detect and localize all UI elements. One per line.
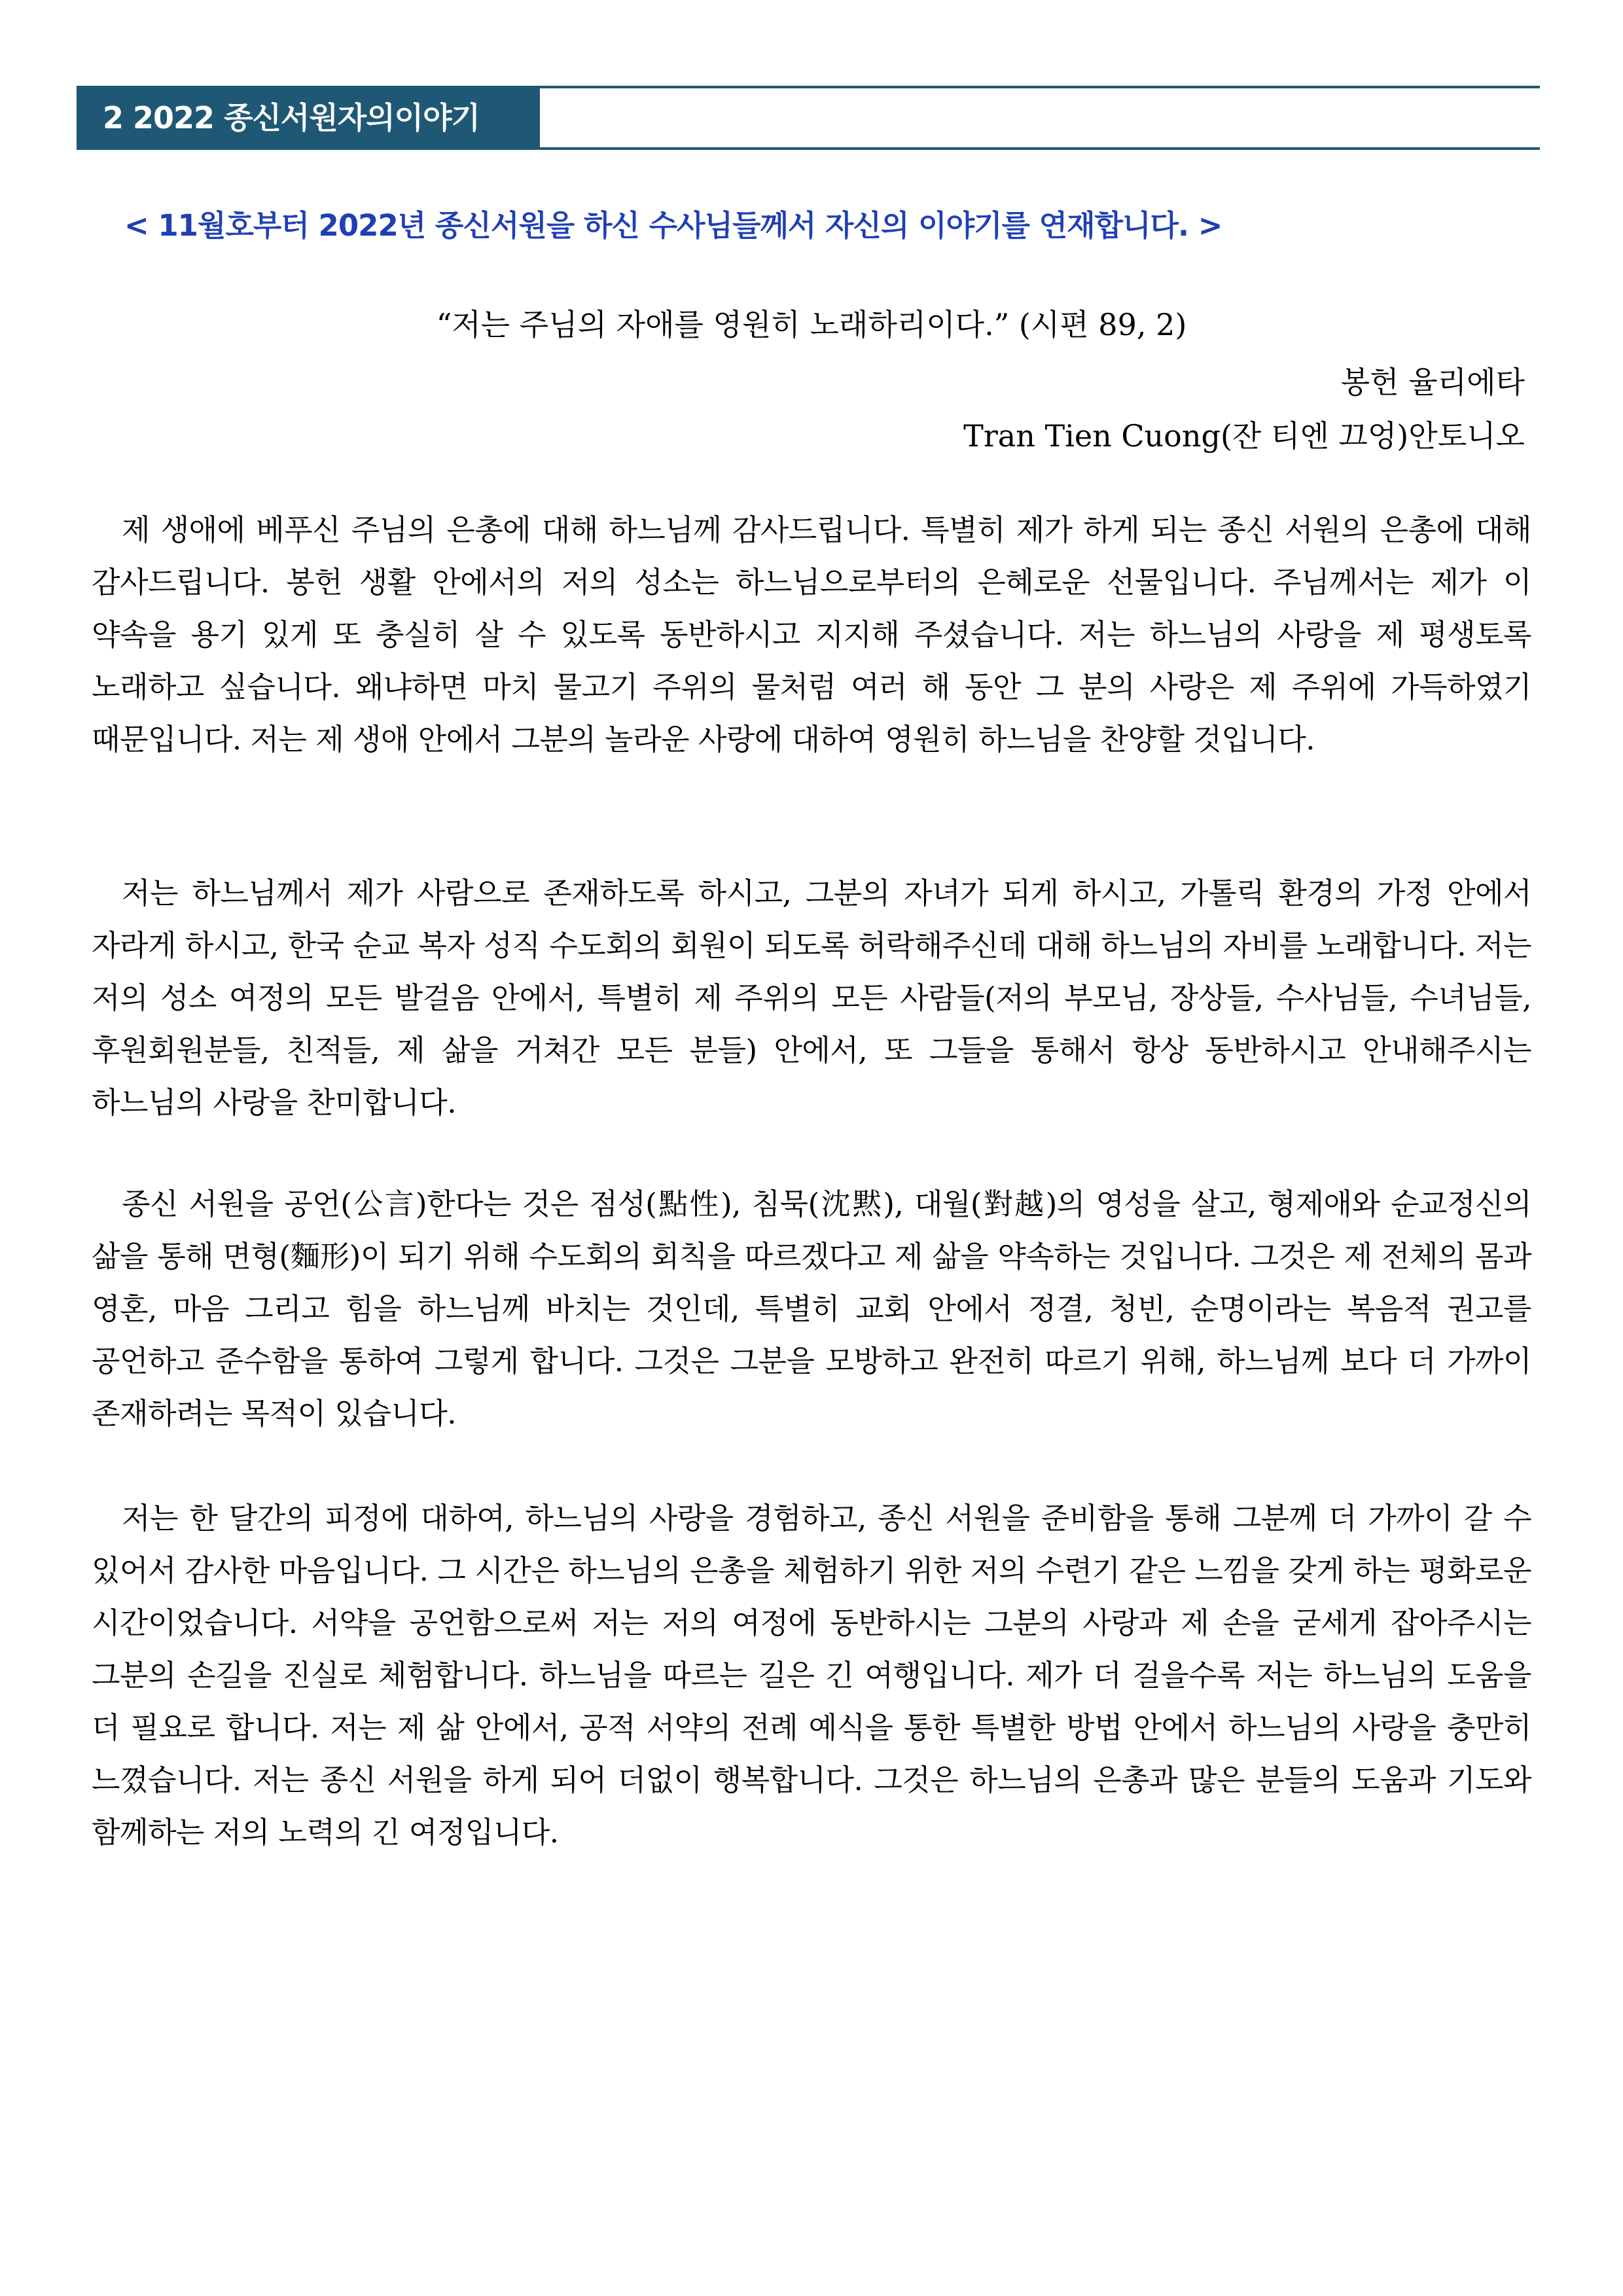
author-name-full: Tran Tien Cuong(잔 티엔 끄엉)안토니오: [963, 418, 1525, 454]
page-header: [77, 86, 1540, 150]
body-paragraph-2: 저는 하느님께서 제가 사람으로 존재하도록 하시고, 그분의 자녀가 되게 하시고, 가톨릭 환경의 가정 안에서 자라게 하시고, 한국 순교 복자 성직 수도회의 회원이 되도록 허락해주신데 대해 하느님의 자비를 노래합니다. 저는 저의 성소 여정의 모든 발걸음 안에서, 특별히 제 주위의 모든 사람들(저의 부모님, 장상들, 수사님들, 수녀님들, 후원회원분들, 친적들, 제 삶을 거쳐간 모든 분들) 안에서, 또 그들을 통해서 항상 동반하시고 안내해주시는 하느님의 사랑을 찬미합니다.: [92, 876, 1531, 1120]
section-title: 2 2022 종신서원자의이야기: [77, 86, 540, 150]
header-rule-bottom: [540, 147, 1540, 150]
body-paragraph-4: 저는 한 달간의 피정에 대하여, 하느님의 사랑을 경험하고, 종신 서원을 준비함을 통해 그분께 더 가까이 갈 수 있어서 감사한 마음입니다. 그 시간은 하느님의 은총을 체험하기 위한 저의 수련기 같은 느낌을 갖게 하는 평화로운 시간이었습니다. 서약을 공언함으로써 저는 저의 여정에 동반하시는 그분의 사랑과 제 손을 굳세게 잡아주시는 그분의 손길을 진실로 체험합니다. 하느님을 따르는 길은 긴 여행입니다. 제가 더 걸을수록 저는 하느님의 도움을 더 필요로 합니다. 저는 제 삶 안에서, 공적 서약의 전례 예식을 통한 특별한 방법 안에서 하느님의 사랑을 충만히 느꼈습니다. 저는 종신 서원을 하게 되어 더없이 행복합니다. 그것은 하느님의 은총과 많은 분들의 도움과 기도와 함께하는 저의 노력의 긴 여정입니다.: [92, 1501, 1531, 1850]
scripture-quote: “저는 주님의 자애를 영원히 노래하리이다.” (시편 89, 2): [436, 307, 1187, 342]
author-name-korean: 봉헌 율리에타: [1340, 365, 1525, 400]
series-notice: < 11월호부터 2022년 종신서원을 하신 수사님들께서 자신의 이야기를 연재합니다. >: [124, 208, 1222, 243]
body-paragraph-3: 종신 서원을 공언(公言)한다는 것은 점성(點性), 침묵(沈黙), 대월(對越)의 영성을 살고, 형제애와 순교정신의 삶을 통해 면형(麵形)이 되기 위해 수도회의 회칙을 따르겠다고 제 삶을 약속하는 것입니다. 그것은 제 전체의 몸과 영혼, 마음 그리고 힘을 하느님께 바치는 것인데, 특별히 교회 안에서 정결, 청빈, 순명이라는 복음적 권고를 공언하고 준수함을 통하여 그렇게 합니다. 그것은 그분을 모방하고 완전히 따르기 위해, 하느님께 보다 더 가까이 존재하려는 목적이 있습니다.: [92, 1187, 1531, 1431]
header-rule-top: [540, 86, 1540, 88]
body-paragraph-1: 제 생애에 베푸신 주님의 은총에 대해 하느님께 감사드립니다. 특별히 제가 하게 되는 종신 서원의 은총에 대해 감사드립니다. 봉헌 생활 안에서의 저의 성소는 하느님으로부터의 은혜로운 선물입니다. 주님께서는 제가 이 약속을 용기 있게 또 충실히 살 수 있도록 동반하시고 지지해 주셨습니다. 저는 하느님의 사랑을 제 평생토록 노래하고 싶습니다. 왜냐하면 마치 물고기 주위의 물처럼 여러 해 동안 그 분의 사랑은 제 주위에 가득하였기 때문입니다. 저는 제 생애 안에서 그분의 놀라운 사랑에 대하여 영원히 하느님을 찬양할 것입니다.: [92, 512, 1531, 757]
